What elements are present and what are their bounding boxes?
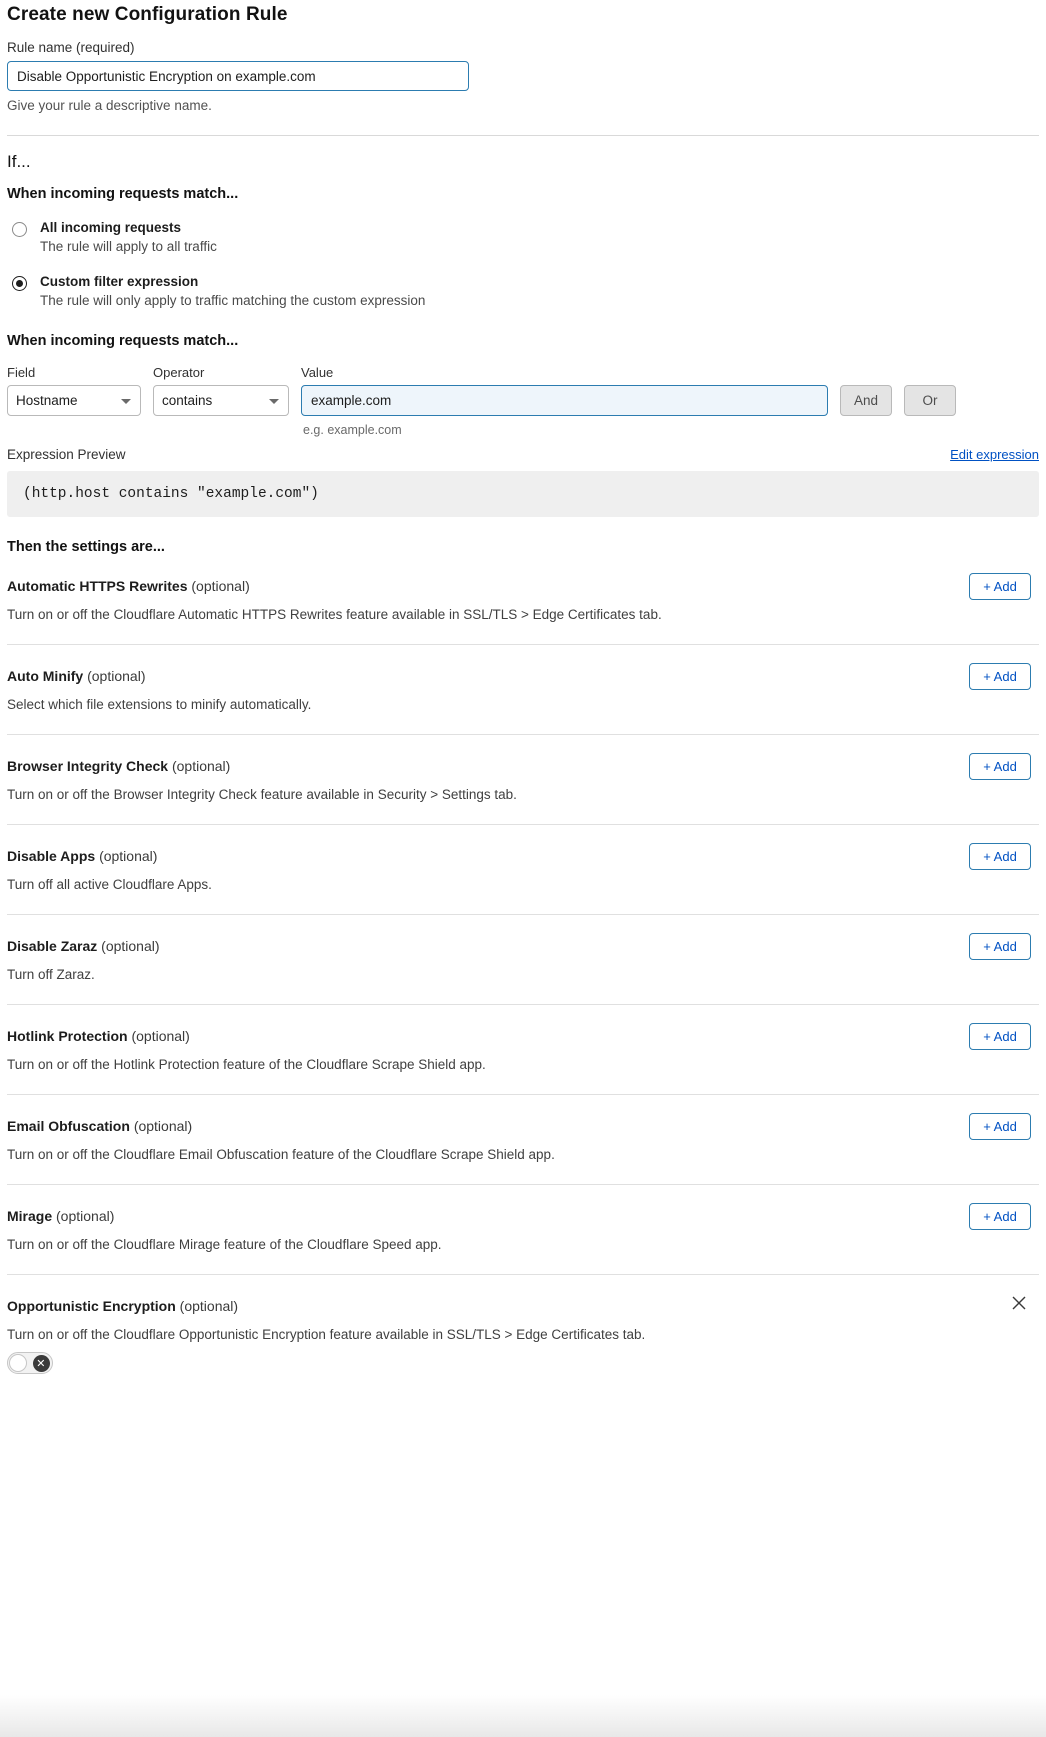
setting-description: Turn on or off the Cloudflare Mirage feature of the Cloudflare Speed app. <box>7 1237 442 1252</box>
and-button[interactable]: And <box>840 385 892 416</box>
toggle-wrap <box>7 1342 1039 1392</box>
radio-icon[interactable] <box>12 222 27 237</box>
setting-name: Automatic HTTPS Rewrites <box>7 578 188 594</box>
add-setting-button[interactable]: + Add <box>969 1023 1031 1050</box>
setting-name: Mirage <box>7 1208 53 1224</box>
expression-preview-header <box>7 447 1039 462</box>
then-section-heading: Then the settings are... <box>7 539 165 555</box>
rule-name-group <box>7 40 1039 113</box>
setting-row <box>7 555 1039 645</box>
setting-optional-tag: (optional) <box>171 758 231 774</box>
setting-row <box>7 1185 1039 1275</box>
settings-list <box>7 555 1039 1398</box>
setting-row <box>7 1095 1039 1185</box>
radio-option-description: The rule will apply to all traffic <box>40 239 217 254</box>
bottom-fade-overlay <box>0 1695 1046 1737</box>
or-column <box>904 365 956 416</box>
add-setting-button[interactable]: + Add <box>969 573 1031 600</box>
setting-name: Hotlink Protection <box>7 1028 128 1044</box>
setting-optional-tag: (optional) <box>179 1298 239 1314</box>
radio-option-description: The rule will only apply to traffic matching the custom expression <box>40 293 426 308</box>
setting-optional-tag: (optional) <box>133 1118 193 1134</box>
toggle-knob <box>9 1354 27 1372</box>
operator-select-value: contains <box>162 393 213 408</box>
value-hint: e.g. example.com <box>303 423 402 437</box>
setting-optional-tag: (optional) <box>99 848 158 864</box>
setting-optional-tag: (optional) <box>87 668 146 684</box>
or-button[interactable]: Or <box>904 385 956 416</box>
setting-optional-tag: (optional) <box>56 1208 115 1224</box>
radio-option-label: All incoming requests <box>40 220 182 235</box>
add-setting-button[interactable]: + Add <box>969 753 1031 780</box>
setting-description: Select which file extensions to minify automatically. <box>7 697 312 712</box>
setting-row <box>7 915 1039 1005</box>
operator-label: Operator <box>153 365 205 380</box>
operator-select[interactable] <box>153 385 289 416</box>
radio-option-all-incoming-requests[interactable] <box>7 220 1039 255</box>
setting-description: Turn on or off the Cloudflare Automatic HTTPS Rewrites feature available in SSL/TLS > Edge Certificates tab. <box>7 607 662 622</box>
add-setting-button[interactable]: + Add <box>969 933 1031 960</box>
rule-name-input[interactable] <box>7 61 469 91</box>
value-column <box>301 365 828 437</box>
setting-name: Opportunistic Encryption <box>7 1298 176 1314</box>
setting-row <box>7 735 1039 825</box>
if-section-heading: If... <box>7 152 31 171</box>
chevron-down-icon <box>121 399 131 404</box>
setting-description: Turn on or off the Browser Integrity Check feature available in Security > Settings tab. <box>7 787 517 802</box>
value-label: Value <box>301 365 334 380</box>
add-setting-button[interactable]: + Add <box>969 1113 1031 1140</box>
setting-name: Disable Zaraz <box>7 938 98 954</box>
setting-name: Auto Minify <box>7 668 84 684</box>
field-label: Field <box>7 365 36 380</box>
setting-description: Turn on or off the Cloudflare Opportunistic Encryption feature available in SSL/TLS > Edge Certificates tab. <box>7 1327 646 1342</box>
setting-description: Turn on or off the Cloudflare Email Obfuscation feature of the Cloudflare Scrape Shield app. <box>7 1147 555 1162</box>
setting-description: Turn on or off the Hotlink Protection feature of the Cloudflare Scrape Shield app. <box>7 1057 486 1072</box>
chevron-down-icon <box>269 399 279 404</box>
and-column <box>840 365 892 416</box>
setting-description: Turn off all active Cloudflare Apps. <box>7 877 212 892</box>
setting-optional-tag: (optional) <box>101 938 160 954</box>
field-select-value: Hostname <box>16 393 78 408</box>
value-input[interactable] <box>301 385 828 416</box>
expression-preview-box: (http.host contains "example.com") <box>7 471 1039 517</box>
operator-column <box>153 365 289 416</box>
setting-name: Browser Integrity Check <box>7 758 169 774</box>
add-setting-button[interactable]: + Add <box>969 663 1031 690</box>
field-select[interactable] <box>7 385 141 416</box>
edit-expression-link[interactable]: Edit expression <box>950 447 1039 462</box>
setting-row <box>7 825 1039 915</box>
expression-builder-row <box>7 365 1039 437</box>
if-match-label: When incoming requests match... <box>7 186 239 202</box>
divider <box>7 135 1039 136</box>
builder-heading: When incoming requests match... <box>7 333 239 349</box>
radio-option-custom-filter-expression[interactable] <box>7 274 1039 309</box>
close-icon[interactable] <box>1009 1293 1029 1313</box>
setting-row-opportunistic-encryption <box>7 1275 1039 1398</box>
page-title: Create new Configuration Rule <box>7 4 288 25</box>
rule-name-help: Give your rule a descriptive name. <box>7 98 212 113</box>
setting-row <box>7 1005 1039 1095</box>
setting-optional-tag: (optional) <box>191 578 250 594</box>
rule-name-label: Rule name (required) <box>7 40 135 55</box>
field-column <box>7 365 141 416</box>
setting-name: Email Obfuscation <box>7 1118 130 1134</box>
add-setting-button[interactable]: + Add <box>969 843 1031 870</box>
setting-optional-tag: (optional) <box>131 1028 190 1044</box>
radio-icon-selected[interactable] <box>12 276 27 291</box>
close-x-icon: ✕ <box>36 1357 46 1370</box>
add-setting-button[interactable]: + Add <box>969 1203 1031 1230</box>
expression-preview-title: Expression Preview <box>7 447 126 462</box>
setting-name: Disable Apps <box>7 848 96 864</box>
radio-option-label: Custom filter expression <box>40 274 199 289</box>
opportunistic-encryption-toggle[interactable] <box>7 1352 53 1374</box>
setting-description: Turn off Zaraz. <box>7 967 95 982</box>
setting-row <box>7 645 1039 735</box>
